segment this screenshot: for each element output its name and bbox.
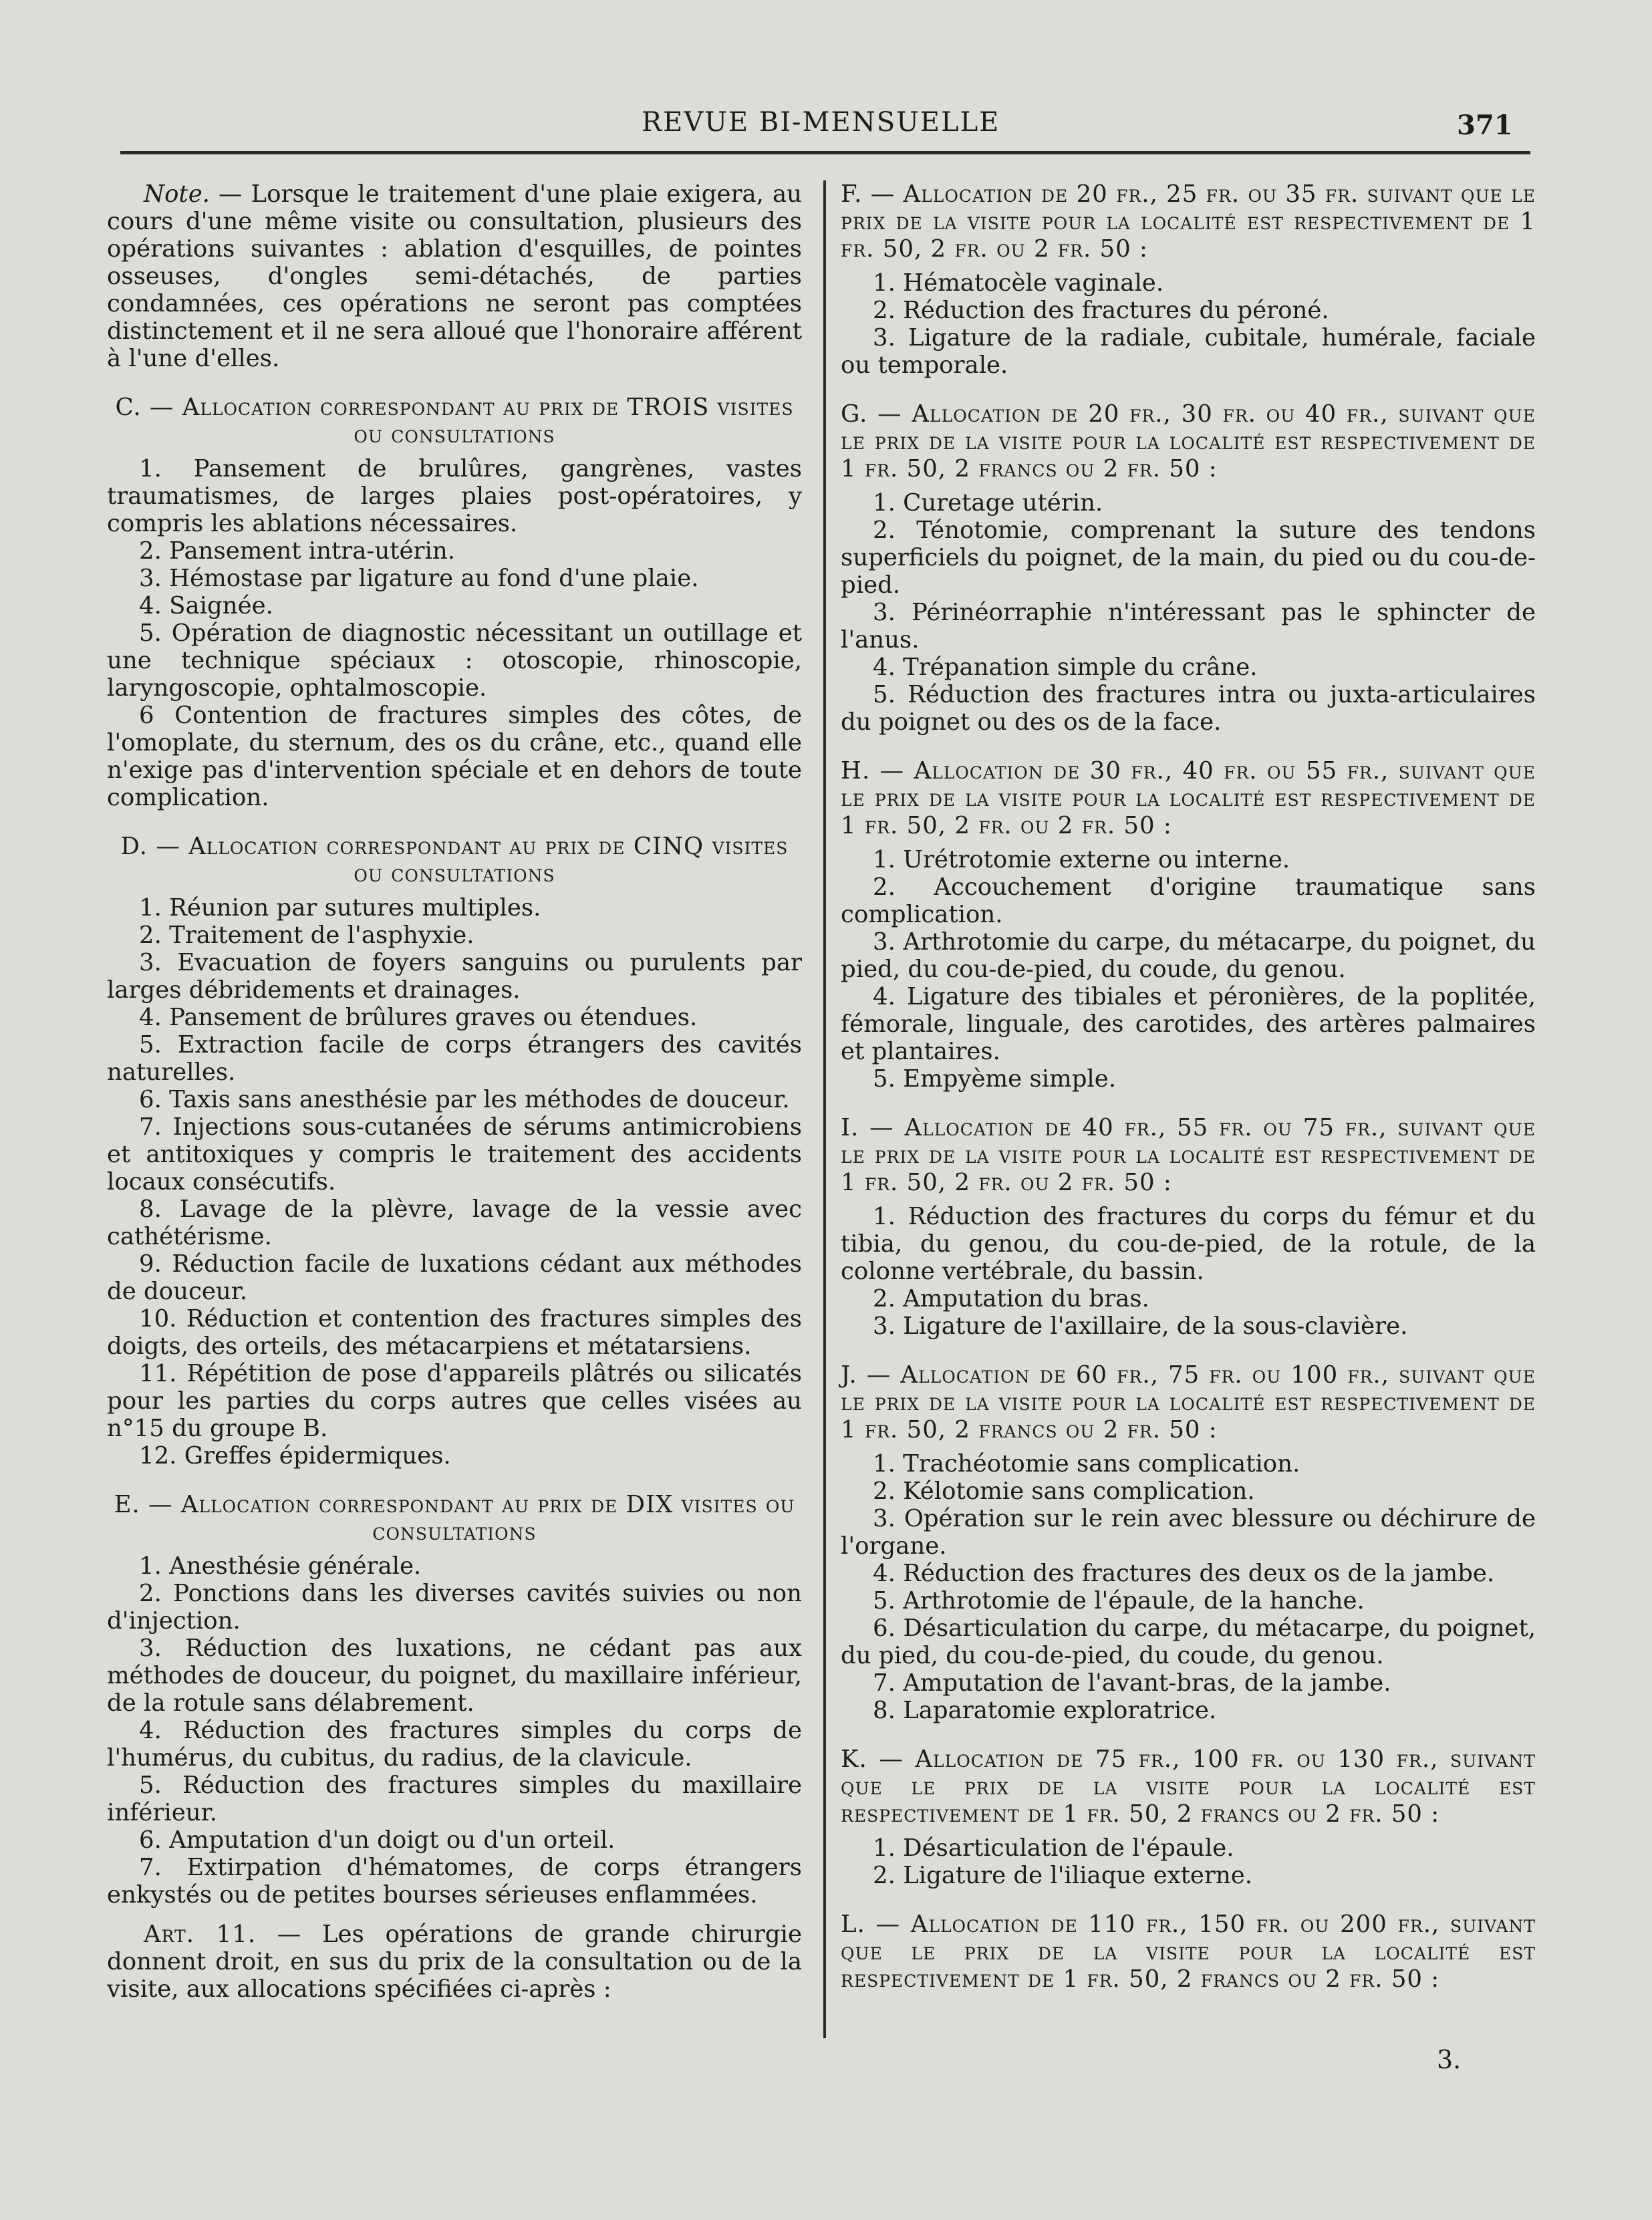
list-item: 3. Ligature de l'axillaire, de la sous-clavière.: [873, 1312, 1408, 1340]
list-item: 4. Réduction des fractures des deux os de la jambe.: [873, 1560, 1495, 1587]
section-g-heading: G. — Allocation de 20 fr., 30 fr. ou 40 fr., suivant que le prix de la visite pour la localité est respectivement de 1 fr. 50, 2 francs ou 2 fr. 50 :: [841, 400, 1536, 482]
article-label: Art. 11.: [144, 1921, 257, 1948]
list-item: 6. Amputation d'un doigt ou d'un orteil.: [139, 1826, 615, 1854]
list-item: 2. Ténotomie, comprenant la suture des tendons superficiels du poignet, de la main, du pied ou du cou-de-pied.: [841, 517, 1536, 599]
section-l-heading: L. — Allocation de 110 fr., 150 fr. ou 200 fr., suivant que le prix de la visite pour la localité est respectivement de 1 fr. 50, 2 francs ou 2 fr. 50 :: [841, 1911, 1536, 1993]
section-c-heading: C. — Allocation correspondant au prix de TROIS visites ou consultations: [115, 394, 794, 448]
list-item: 8. Lavage de la plèvre, lavage de la vessie avec cathétérisme.: [107, 1196, 802, 1250]
spacer: [107, 1909, 802, 1921]
list-item: 2. Amputation du bras.: [873, 1285, 1149, 1312]
list-item: 5. Extraction facile de corps étrangers des cavités naturelles.: [107, 1031, 802, 1086]
right-column: [841, 180, 1536, 1999]
list-item: 6. Taxis sans anesthésie par les méthodes de douceur.: [139, 1086, 790, 1113]
running-head: [0, 107, 1652, 147]
list-item: 4. Pansement de brûlures graves ou étendues.: [139, 1004, 698, 1031]
list-item: 7. Extirpation d'hématomes, de corps étrangers enkystés ou de petites bourses sérieuses enflammées.: [107, 1854, 802, 1909]
list-item: 2. Traitement de l'asphyxie.: [139, 922, 474, 949]
article-paragraph: [107, 1921, 802, 2003]
list-item: 5. Réduction des fractures intra ou juxta-articulaires du poignet ou des os de la face.: [841, 681, 1536, 736]
list-item: 11. Répétition de pose d'appareils plâtrés ou silicatés pour les parties du corps autres que celles visées au n°15 du groupe B.: [107, 1360, 802, 1442]
list-item: 6 Contention de fractures simples des côtes, de l'omoplate, du sternum, des os du crâne, etc., quand elle n'exige pas d'intervention spéciale et en dehors de toute complication.: [107, 702, 802, 811]
list-item: 1. Pansement de brulûres, gangrènes, vastes traumatismes, de larges plaies post-opératoires, y compris les ablations nécessaires.: [107, 455, 802, 537]
list-item: 1. Urétrotomie externe ou interne.: [873, 846, 1290, 873]
list-item: 2. Kélotomie sans complication.: [873, 1478, 1255, 1505]
list-item: 5. Réduction des fractures simples du maxillaire inférieur.: [107, 1772, 802, 1826]
list-item: 4. Ligature des tibiales et péronières, de la poplitée, fémorale, linguale, des carotides, des artères palmaires et plantaires.: [841, 983, 1536, 1065]
list-item: 7. Amputation de l'avant-bras, de la jambe.: [873, 1669, 1391, 1697]
list-item: 1. Réduction des fractures du corps du fémur et du tibia, du genou, du cou-de-pied, de la rotule, de la colonne vertébrale, du bassin.: [841, 1203, 1536, 1285]
list-item: 3. Hémostase par ligature au fond d'une plaie.: [139, 565, 699, 592]
list-item: 4. Réduction des fractures simples du corps de l'humérus, du cubitus, du radius, de la clavicule.: [107, 1717, 802, 1772]
page-number: 371: [1457, 110, 1513, 141]
list-item: 5. Empyème simple.: [873, 1065, 1117, 1093]
list-item: 3. Opération sur le rein avec blessure ou déchirure de l'organe.: [841, 1505, 1536, 1560]
list-item: 3. Ligature de la radiale, cubitale, humérale, faciale ou temporale.: [841, 324, 1536, 379]
list-item: 3. Evacuation de foyers sanguins ou purulents par larges débridements et drainages.: [107, 949, 802, 1004]
section-i-heading: I. — Allocation de 40 fr., 55 fr. ou 75 fr., suivant que le prix de la visite pour la localité est respectivement de 1 fr. 50, 2 fr. ou 2 fr. 50 :: [841, 1114, 1536, 1196]
list-item: 1. Anesthésie générale.: [139, 1552, 422, 1580]
list-item: 2. Réduction des fractures du péroné.: [873, 297, 1329, 324]
header-rule: [120, 151, 1530, 154]
list-item: 5. Opération de diagnostic nécessitant un outillage et une technique spéciaux : otoscopie, rhinoscopie, laryngoscopie, ophtalmoscopie.: [107, 619, 802, 702]
list-item: 1. Trachéotomie sans complication.: [873, 1450, 1300, 1478]
section-h-heading: H. — Allocation de 30 fr., 40 fr. ou 55 fr., suivant que le prix de la visite pour la localité est respectivement de 1 fr. 50, 2 fr. ou 2 fr. 50 :: [841, 757, 1536, 839]
list-item: 6. Désarticulation du carpe, du métacarpe, du poignet, du pied, du cou-de-pied, du coude, du genou.: [841, 1615, 1536, 1669]
list-item: 2. Ponctions dans les diverses cavités suivies ou non d'injection.: [107, 1580, 802, 1635]
section-k-heading: K. — Allocation de 75 fr., 100 fr. ou 130 fr., suivant que le prix de la visite pour la localité est respectivement de 1 fr. 50, 2 francs ou 2 fr. 50 :: [841, 1746, 1536, 1828]
column-divider: [823, 180, 826, 2038]
list-item: 2. Ligature de l'iliaque externe.: [873, 1862, 1253, 1889]
section-d-heading: D. — Allocation correspondant au prix de CINQ visites ou consultations: [120, 833, 789, 887]
list-item: 10. Réduction et contention des fractures simples des doigts, des orteils, des métacarpiens et métatarsiens.: [107, 1305, 802, 1360]
list-item: 3. Réduction des luxations, ne cédant pas aux méthodes de douceur, du poignet, du maxillaire inférieur, de la rotule sans délabrement.: [107, 1635, 802, 1717]
note-paragraph: [107, 180, 802, 372]
signature-mark: 3.: [1437, 2045, 1462, 2074]
list-item: 3. Arthrotomie du carpe, du métacarpe, du poignet, du pied, du cou-de-pied, du coude, du genou.: [841, 928, 1536, 983]
note-label: Note.: [144, 180, 210, 208]
list-item: 1. Réunion par sutures multiples.: [139, 894, 541, 922]
list-item: 9. Réduction facile de luxations cédant aux méthodes de douceur.: [107, 1250, 802, 1305]
list-item: 5. Arthrotomie de l'épaule, de la hanche.: [873, 1587, 1365, 1615]
journal-title: REVUE BI-MENSUELLE: [642, 107, 1000, 138]
list-item: 2. Accouchement d'origine traumatique sans complication.: [841, 873, 1536, 928]
list-item: 12. Greffes épidermiques.: [139, 1442, 451, 1470]
section-j-heading: J. — Allocation de 60 fr., 75 fr. ou 100 fr., suivant que le prix de la visite pour la localité est respectivement de 1 fr. 50, 2 francs ou 2 fr. 50 :: [841, 1361, 1536, 1443]
list-item: 1. Hématocèle vaginale.: [873, 269, 1164, 297]
list-item: 4. Trépanation simple du crâne.: [873, 654, 1258, 681]
list-item: 7. Injections sous-cutanées de sérums antimicrobiens et antitoxiques y compris le traitement des accidents locaux consécutifs.: [107, 1113, 802, 1196]
list-item: 3. Périnéorraphie n'intéressant pas le sphincter de l'anus.: [841, 599, 1536, 654]
list-item: 1. Curetage utérin.: [873, 489, 1103, 517]
section-f-heading: F. — Allocation de 20 fr., 25 fr. ou 35 fr. suivant que le prix de la visite pour la localité est respectivement de 1 fr. 50, 2 fr. ou 2 fr. 50 :: [841, 180, 1536, 263]
left-column: [107, 180, 802, 2003]
list-item: 1. Désarticulation de l'épaule.: [873, 1834, 1234, 1862]
list-item: 8. Laparatomie exploratrice.: [873, 1697, 1217, 1724]
note-text: — Lorsque le traitement d'une plaie exigera, au cours d'une même visite ou consultation, plusieurs des opérations suivantes : ablation d'esquilles, de pointes osseuses, d'ongles semi-détachés, de parties condamnées, ces opérations ne seront pas comptées distinctement et il ne sera alloué que l'honoraire afférent à l'une d'elles.: [107, 180, 802, 372]
article-text: — Les opérations de grande chirurgie donnent droit, en sus du prix de la consultation ou de la visite, aux allocations spécifiées ci-après :: [107, 1921, 802, 2003]
list-item: 2. Pansement intra-utérin.: [139, 537, 456, 565]
list-item: 4. Saignée.: [139, 592, 273, 619]
section-e-heading: E. — Allocation correspondant au prix de DIX visites ou consultations: [114, 1491, 795, 1546]
